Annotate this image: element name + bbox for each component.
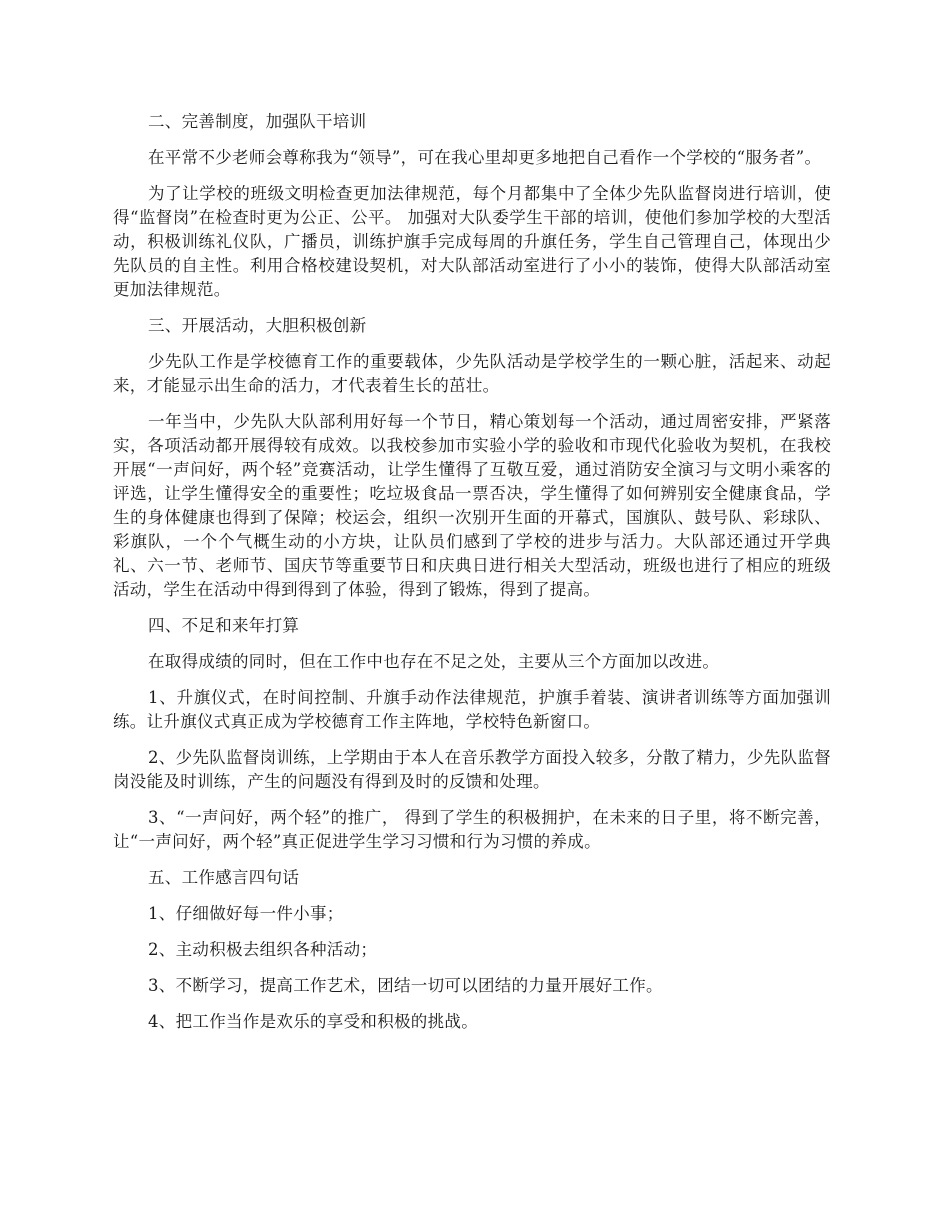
paragraph: 为了让学校的班级文明检查更加法律规范，每个月都集中了全体少先队监督岗进行培训，使得“监督岗”在检查时更为公正、公平。 加强对大队委学生干部的培训，使他们参加学校的大型活动，积极训练礼仪队，广播员，训练护旗手完成每周的升旗任务，学生自己管理自己，体现出少先队员的自主性。利用合格校建设契机，对大队部活动室进行了小小的装饰，使得大队部活动室更加法律规范。 <box>113 184 831 299</box>
section-heading-5: 五、工作感言四句话 <box>148 868 300 887</box>
document-body <box>113 110 831 1046</box>
paragraph: 少先队工作是学校德育工作的重要载体，少先队活动是学校学生的一颗心脏，活起来、动起来，才能显示出生命的活力，才代表着生长的茁壮。 <box>113 352 831 395</box>
list-item: 4、把工作当作是欢乐的享受和积极的挑战。 <box>148 1012 478 1031</box>
list-item: 3、不断学习，提高工作艺术，团结一切可以团结的力量开展好工作。 <box>148 976 663 995</box>
list-item: 2、主动积极去组织各种活动； <box>148 940 378 959</box>
list-item: 2、少先队监督岗训练，上学期由于本人在音乐教学方面投入较多，分散了精力，少先队监督岗没能及时训练，产生的问题没有得到及时的反馈和处理。 <box>113 748 831 791</box>
section-heading-4: 四、不足和来年打算 <box>148 616 300 635</box>
section-heading-2: 二、完善制度，加强队干培训 <box>148 112 367 131</box>
list-item: 1、仔细做好每一件小事； <box>148 904 344 923</box>
list-item: 3、“一声问好，两个轻”的推广， 得到了学生的积极拥护，在未来的日子里，将不断完善，让“一声问好，两个轻”真正促进学生学习习惯和行为习惯的养成。 <box>113 808 831 851</box>
list-item: 1、升旗仪式，在时间控制、升旗手动作法律规范，护旗手着装、演讲者训练等方面加强训练。让升旗仪式真正成为学校德育工作主阵地，学校特色新窗口。 <box>113 688 831 731</box>
paragraph: 在平常不少老师会尊称我为“领导”，可在我心里却更多地把自己看作一个学校的“服务者”。 <box>148 148 822 167</box>
section-heading-3: 三、开展活动，大胆积极创新 <box>148 316 367 335</box>
paragraph: 一年当中，少先队大队部利用好每一个节日，精心策划每一个活动，通过周密安排，严紧落实，各项活动都开展得较有成效。以我校参加市实验小学的验收和市现代化验收为契机，在我校开展“一声问好，两个轻”竞赛活动，让学生懂得了互敬互爱，通过消防安全演习与文明小乘客的评选，让学生懂得安全的重要性；吃垃圾食品一票否决，学生懂得了如何辨别安全健康食品，学生的身体健康也得到了保障；校运会，组织一次别开生面的开幕式，国旗队、鼓号队、彩球队、彩旗队，一个个气概生动的小方块，让队员们感到了学校的进步与活力。大队部还通过开学典礼、六一节、老师节、国庆节等重要节日和庆典日进行相关大型活动，班级也进行了相应的班级活动，学生在活动中得到得到了体验，得到了锻炼，得到了提高。 <box>113 412 831 599</box>
paragraph: 在取得成绩的同时，但在工作中也存在不足之处，主要从三个方面加以改进。 <box>148 652 720 671</box>
